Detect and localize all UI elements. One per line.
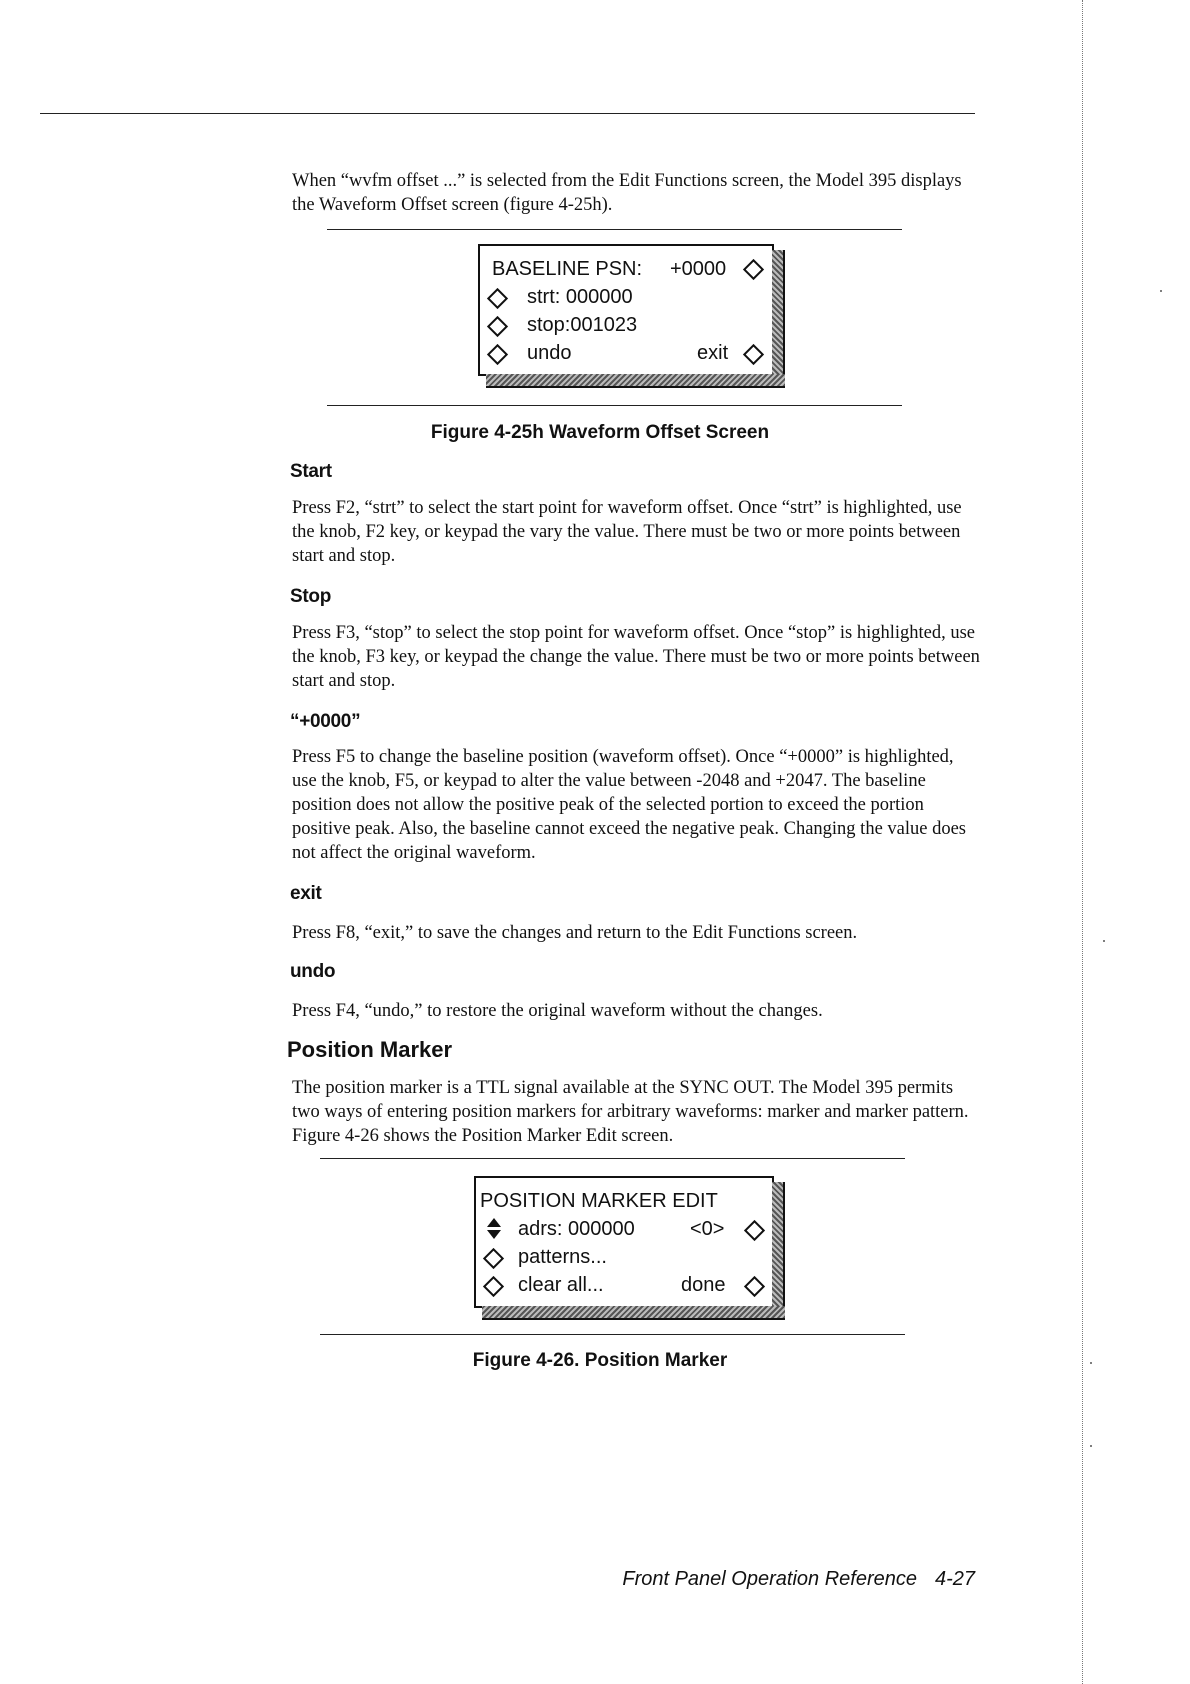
scan-speck <box>1090 1362 1092 1364</box>
waveform-offset-screen <box>478 244 774 376</box>
scan-speck <box>1103 940 1105 942</box>
top-rule <box>40 113 975 114</box>
address-row <box>476 1216 772 1242</box>
section-title: Position Marker <box>287 1037 453 1062</box>
patterns-label: patterns... <box>518 1246 607 1268</box>
section-heading: “+0000” <box>290 711 361 732</box>
figure-caption: Figure 4-26. Position Marker <box>472 1350 728 1371</box>
position-marker-screen <box>474 1176 774 1308</box>
figure-caption: Figure 4-25h Waveform Offset Screen <box>430 422 770 443</box>
marker-value: <0> <box>690 1218 725 1240</box>
diamond-softkey-icon <box>744 1220 765 1241</box>
screen-shadow <box>772 1182 785 1318</box>
done-label: done <box>681 1274 726 1296</box>
section-body: Press F5 to change the baseline position (waveform offset). Once “+0000” is highlighted, use the knob, F5, or keypad to alter the value between -2048 and +2047. The baseline position does not allow the positive peak of the selected portion to exceed the portion positive peak. Also, the baseline cannot exceed the negative peak. Changing the value does not affect the original waveform. <box>292 747 967 863</box>
baseline-label: BASELINE PSN: <box>492 258 643 280</box>
diamond-softkey-icon <box>743 259 764 280</box>
section-body: Press F4, “undo,” to restore the original waveform without the changes. <box>292 1001 823 1021</box>
intro-paragraph: When “wvfm offset ...” is selected from the Edit Functions screen, the Model 395 displays the Waveform Offset screen (figure 4-25h). <box>292 171 962 215</box>
clear-all-label: clear all... <box>518 1274 604 1296</box>
diamond-softkey-icon <box>487 316 508 337</box>
address-field: adrs: 000000 <box>518 1218 635 1240</box>
diamond-softkey-icon <box>483 1248 504 1269</box>
diamond-softkey-icon <box>487 344 508 365</box>
scan-speck <box>1090 1445 1092 1447</box>
clear-done-row <box>476 1272 772 1298</box>
start-row <box>480 284 772 310</box>
figure-bottom-rule <box>327 405 902 406</box>
page-number: 4-27 <box>934 1568 975 1590</box>
figure-top-rule <box>327 229 902 230</box>
scan-speck <box>1160 290 1162 292</box>
section-body: Press F8, “exit,” to save the changes and return to the Edit Functions screen. <box>292 923 858 943</box>
screen-title: POSITION MARKER EDIT <box>480 1190 718 1212</box>
stop-row <box>480 312 772 338</box>
section-heading: Start <box>290 461 332 482</box>
section-heading: undo <box>290 961 336 982</box>
undo-exit-row <box>480 340 772 366</box>
diamond-softkey-icon <box>487 288 508 309</box>
baseline-row <box>480 256 772 282</box>
figure-bottom-rule <box>320 1334 905 1335</box>
scan-edge-line <box>1082 0 1083 1684</box>
diamond-softkey-icon <box>743 344 764 365</box>
diamond-softkey-icon <box>744 1276 765 1297</box>
section-heading: exit <box>290 883 322 904</box>
diamond-softkey-icon <box>483 1276 504 1297</box>
screen-shadow <box>482 1306 785 1320</box>
start-field: strt: 000000 <box>527 286 633 308</box>
section-body: Press F2, “strt” to select the start point for waveform offset. Once “strt” is highlighted, use the knob, F2 key, or keypad the vary the value. There must be two or more points between start and stop. <box>292 498 962 566</box>
title-row <box>476 1188 772 1214</box>
footer-title: Front Panel Operation Reference <box>622 1568 917 1590</box>
section-heading: Stop <box>290 586 332 607</box>
baseline-value: +0000 <box>670 258 727 280</box>
undo-label: undo <box>527 342 572 364</box>
patterns-row <box>476 1244 772 1270</box>
screen-shadow <box>772 250 785 386</box>
screen-shadow <box>486 374 785 388</box>
stop-field: stop:001023 <box>527 314 638 336</box>
section-body: The position marker is a TTL signal available at the SYNC OUT. The Model 395 permits two ways of entering position markers for arbitrary waveforms: marker and marker pattern. Figure 4-26 shows the Position Marker Edit screen. <box>292 1078 969 1146</box>
page-footer <box>560 1568 975 1591</box>
figure-top-rule <box>320 1158 905 1159</box>
exit-label: exit <box>697 342 729 364</box>
section-body: Press F3, “stop” to select the stop point for waveform offset. Once “stop” is highlighted, use the knob, F3 key, or keypad the change the value. There must be two or more points between start and stop. <box>292 623 980 691</box>
up-down-arrows-icon <box>486 1217 502 1241</box>
